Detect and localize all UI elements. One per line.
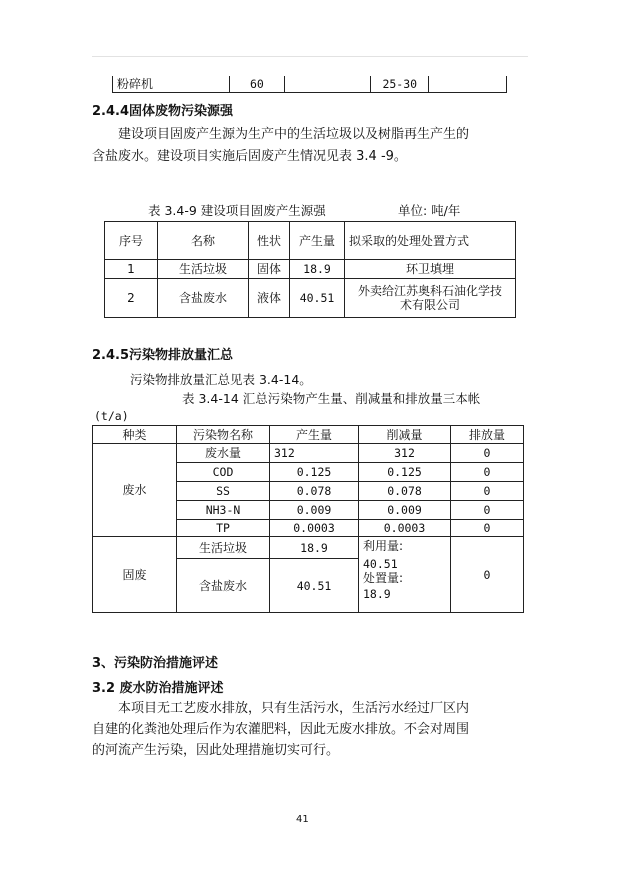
table-cell: 废水量 <box>177 444 270 463</box>
reduction-line: 处置量: <box>363 571 404 585</box>
table-cell: 0 <box>451 482 524 501</box>
header-cell: 产生量 <box>270 426 359 444</box>
table-header-row <box>93 426 524 444</box>
table-caption: 表 3.4-9 建设项目固废产生源强 <box>148 203 326 218</box>
paragraph-line: 本项目无工艺废水排放，只有生活污水，生活污水经过厂区内 <box>118 701 470 716</box>
table-cell <box>429 76 507 93</box>
reduction-line: 利用量: <box>363 539 404 553</box>
table-caption: 表 3.4-14 汇总污染物产生量、削减量和排放量三本帐 <box>182 391 481 406</box>
section-heading-3: 3、污染防治措施评述 <box>92 656 219 671</box>
header-cell: 序号 <box>105 222 158 260</box>
table-cell: 0.125 <box>359 463 451 482</box>
table-cell: 60 <box>230 76 285 93</box>
table-row <box>93 537 524 559</box>
paragraph-line: 自建的化粪池处理后作为农灌肥料，因此无废水排放。不会对周围 <box>92 722 470 737</box>
table-cell: 液体 <box>249 279 290 318</box>
table-unit: 单位: 吨/年 <box>398 203 461 218</box>
table-cell: 2 <box>105 279 158 318</box>
header-cell: 污染物名称 <box>177 426 270 444</box>
table-cell: 外卖给江苏奥科石油化学技术有限公司 <box>345 279 516 318</box>
header-cell: 名称 <box>158 222 249 260</box>
reduction-line: 18.9 <box>363 587 391 601</box>
table-row <box>93 444 524 463</box>
header-cell: 种类 <box>93 426 177 444</box>
table-cell: 0.125 <box>270 463 359 482</box>
table-cell: 1 <box>105 260 158 279</box>
header-cell: 产生量 <box>290 222 345 260</box>
table-cell: 25-30 <box>371 76 429 93</box>
table-cell: 含盐废水 <box>158 279 249 318</box>
emission-summary-table <box>92 425 524 613</box>
header-cell: 排放量 <box>451 426 524 444</box>
paragraph-line: 污染物排放量汇总见表 3.4-14。 <box>130 372 312 387</box>
table-cell: 312 <box>359 444 451 463</box>
table-cell: 312 <box>270 444 359 463</box>
table-cell: 0.0003 <box>359 520 451 537</box>
table-cell: 0.009 <box>270 501 359 520</box>
table-cell: 0 <box>451 501 524 520</box>
page-number: 41 <box>296 814 309 825</box>
paragraph-line: 建设项目固废产生源为生产中的生活垃圾以及树脂再生产生的 <box>118 127 470 142</box>
table-cell: 0 <box>451 520 524 537</box>
table-cell: 环卫填埋 <box>345 260 516 279</box>
category-cell: 废水 <box>93 444 177 537</box>
table-cell: 0 <box>451 537 524 613</box>
table-cell: 40.51 <box>290 279 345 318</box>
header-cell: 拟采取的处理处置方式 <box>345 222 516 260</box>
table-cell: NH3-N <box>177 501 270 520</box>
table-row <box>113 76 507 93</box>
table-cell: 含盐废水 <box>177 559 270 613</box>
reduction-cell <box>359 537 451 613</box>
table-unit: (t/a) <box>94 409 129 423</box>
table-cell: 生活垃圾 <box>158 260 249 279</box>
table-cell: 0.009 <box>359 501 451 520</box>
table-cell: 0.078 <box>359 482 451 501</box>
continued-table <box>112 76 507 93</box>
table-cell: 0 <box>451 444 524 463</box>
paragraph-line: 含盐废水。建设项目实施后固废产生情况见表 3.4 -9。 <box>92 149 407 164</box>
waste-source-table <box>104 221 516 318</box>
table-row <box>105 279 516 318</box>
header-cell: 性状 <box>249 222 290 260</box>
table-header-row <box>105 222 516 260</box>
table-cell: COD <box>177 463 270 482</box>
table-cell: 0.0003 <box>270 520 359 537</box>
table-cell: TP <box>177 520 270 537</box>
table-cell: 18.9 <box>290 260 345 279</box>
table-cell: 18.9 <box>270 537 359 559</box>
table-cell: 0 <box>451 463 524 482</box>
table-cell: 固体 <box>249 260 290 279</box>
table-cell: 40.51 <box>270 559 359 613</box>
table-cell <box>284 76 370 93</box>
category-cell: 固废 <box>93 537 177 613</box>
table-row <box>105 260 516 279</box>
table-cell: 生活垃圾 <box>177 537 270 559</box>
header-rule <box>92 56 528 57</box>
section-heading-244: 2.4.4固体废物污染源强 <box>92 104 234 119</box>
section-heading-245: 2.4.5污染物排放量汇总 <box>92 348 234 363</box>
table-cell: 粉碎机 <box>113 76 230 93</box>
paragraph-line: 的河流产生污染，因此处理措施切实可行。 <box>92 743 340 758</box>
table-cell: SS <box>177 482 270 501</box>
table-cell: 0.078 <box>270 482 359 501</box>
section-heading-32: 3.2 废水防治措施评述 <box>92 681 224 696</box>
header-cell: 削减量 <box>359 426 451 444</box>
reduction-line: 40.51 <box>363 557 398 571</box>
